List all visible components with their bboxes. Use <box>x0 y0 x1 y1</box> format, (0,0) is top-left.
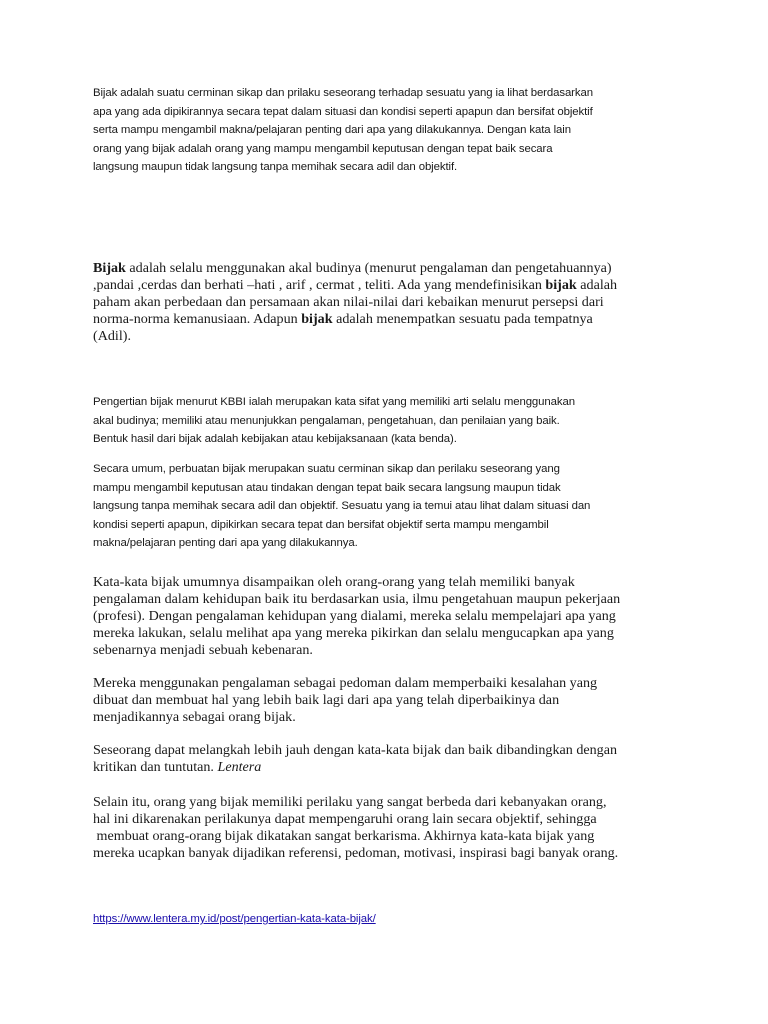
paragraph-kbbi <box>93 393 693 449</box>
text-line: dibuat dan membuat hal yang lebih baik lagi dari apa yang telah diperbaikinya dan <box>93 692 560 708</box>
paragraph-step-further <box>93 742 693 776</box>
text-line: sebenarnya menjadi sebuah kebenaran. <box>93 642 313 658</box>
text-line: apa yang ada dipikirannya secara tepat dalam situasi dan kondisi seperti apapun dan bersifat objektif <box>93 105 593 118</box>
text-line: langsung maupun tidak langsung tanpa memihak secara adil dan objektif. <box>93 161 458 173</box>
text-line <box>93 277 693 294</box>
text-line: menjadikannya sebagai orang bijak. <box>93 709 296 725</box>
text-line: akal budinya; memiliki atau menunjukkan pengalaman, pengetahuan, dan penilaian yang baik. <box>93 414 560 427</box>
text-line <box>93 260 693 277</box>
paragraph-experience <box>93 675 693 726</box>
text-line <box>93 759 693 776</box>
paragraph-definition-1 <box>93 84 693 177</box>
text-line: orang yang bijak adalah orang yang mampu mengambil keputusan dengan tepat baik secara <box>93 142 553 155</box>
text-line: membuat orang-orang bijak dikatakan sangat berkarisma. Akhirnya kata-kata bijak yang <box>93 828 595 844</box>
text-line: (Adil). <box>93 328 131 344</box>
text-line: Mereka menggunakan pengalaman sebagai pedoman dalam memperbaiki kesalahan yang <box>93 675 598 691</box>
text-line: Secara umum, perbuatan bijak merupakan suatu cerminan sikap dan perilaku seseorang yang <box>93 463 560 475</box>
paragraph-general <box>93 460 693 553</box>
text-line: pengalaman dalam kehidupan baik itu berdasarkan usia, ilmu pengetahuan maupun pekerjaan <box>93 591 621 607</box>
text-line: Bijak adalah suatu cerminan sikap dan prilaku seseorang terhadap sesuatu yang ia lihat berdasarkan <box>93 87 593 99</box>
text-line: Pengertian bijak menurut KBBI ialah merupakan kata sifat yang memiliki arti selalu menggunakan <box>93 396 575 408</box>
text-line: (profesi). Dengan pengalaman kehidupan yang dialami, mereka selalu mempelajari apa yang <box>93 608 616 624</box>
text-line: Bentuk hasil dari bijak adalah kebijakan atau kebijaksanaan (kata benda). <box>93 433 457 445</box>
text-line: kondisi seperti apapun, dipikirkan secara tepat dan bersifat objektif serta mampu mengambil <box>93 518 549 531</box>
text-line: paham akan perbedaan dan persamaan akan nilai-nilai dari kebaikan menurut persepsi dari <box>93 294 604 310</box>
text-segment: adalah menempatkan sesuatu pada tempatnya <box>332 311 593 327</box>
source-link[interactable]: https://www.lentera.my.id/post/pengertian-kata-kata-bijak/ <box>93 913 376 925</box>
text-line: Kata-kata bijak umumnya disampaikan oleh orang-orang yang telah memiliki banyak <box>93 574 575 590</box>
bold-term: bijak <box>301 311 333 327</box>
text-line: mereka lakukan, selalu melihat apa yang mereka pikirkan dan selalu mengucapkan apa yang <box>93 625 614 641</box>
paragraph-wise-words <box>93 574 693 659</box>
italic-source: Lentera <box>217 759 262 775</box>
text-line: Selain itu, orang yang bijak memiliki perilaku yang sangat berbeda dari kebanyakan orang, <box>93 794 607 810</box>
text-line: mereka ucapkan banyak dijadikan referensi, pedoman, motivasi, inspirasi bagi banyak orang. <box>93 845 619 861</box>
text-segment: ,pandai ,cerdas dan berhati –hati , arif , cermat , teliti. Ada yang mendefinisikan <box>93 277 546 293</box>
text-segment: adalah selalu menggunakan akal budinya (menurut pengalaman dan pengetahuannya) <box>125 260 612 276</box>
paragraph-charisma <box>93 794 693 862</box>
text-segment: adalah <box>576 277 618 293</box>
text-segment: kritikan dan tuntutan. <box>93 759 218 775</box>
text-segment: norma-norma kemanusiaan. Adapun <box>93 311 302 327</box>
bold-term: bijak <box>545 277 577 293</box>
text-line <box>93 311 693 328</box>
text-line: langsung tanpa memihak secara adil dan objektif. Sesuatu yang ia temui atau lihat dalam situasi dan <box>93 500 591 512</box>
text-line: mampu mengambil keputusan atau tindakan dengan tepat baik secara langsung maupun tidak <box>93 481 561 494</box>
bold-term: Bijak <box>93 260 126 276</box>
text-line: hal ini dikarenakan perilakunya dapat mempengaruhi orang lain secara objektif, sehingga <box>93 811 597 827</box>
text-line: serta mampu mengambil makna/pelajaran penting dari apa yang dilakukannya. Dengan kata lain <box>93 124 571 136</box>
paragraph-definition-2 <box>93 260 693 345</box>
source-paragraph <box>93 910 693 929</box>
text-line: Seseorang dapat melangkah lebih jauh dengan kata-kata bijak dan baik dibandingkan dengan <box>93 742 618 758</box>
text-line: makna/pelajaran penting dari apa yang dilakukannya. <box>93 537 358 549</box>
